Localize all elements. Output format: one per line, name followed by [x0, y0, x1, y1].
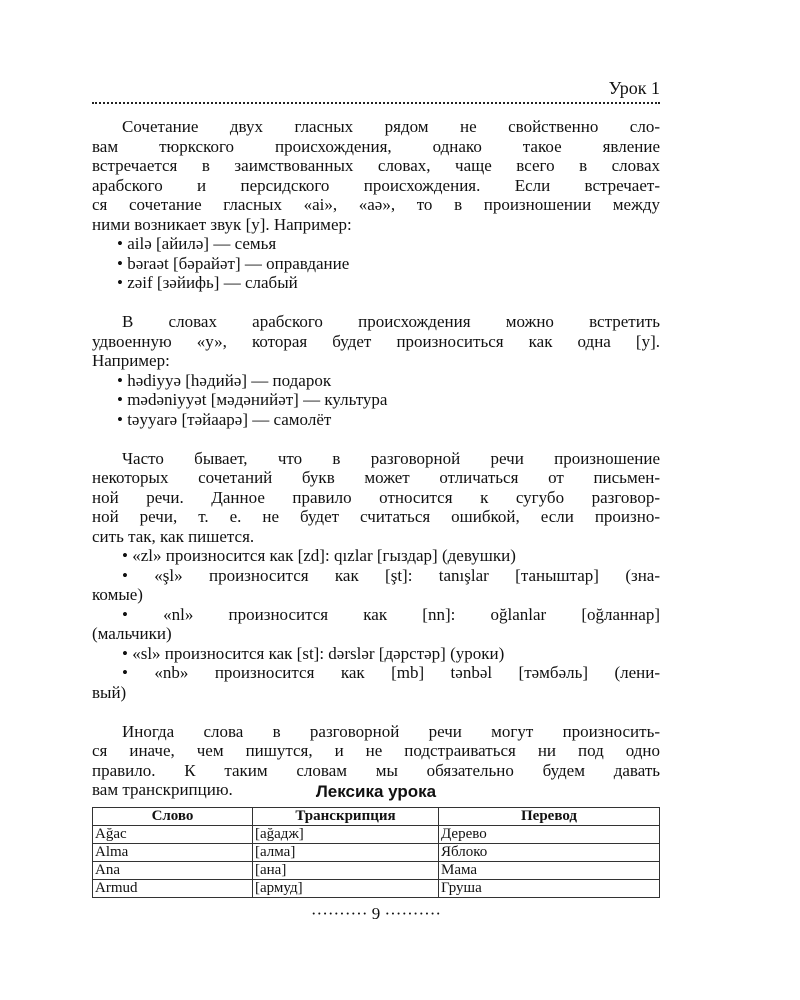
- text-line: правило. К таким словам мы обязательно будем давать: [92, 760, 660, 780]
- table-header-row: [93, 808, 660, 826]
- paragraph-gap: [92, 702, 660, 722]
- cell-transcription: [алма]: [253, 844, 439, 862]
- text-line: ной речи. Данное правило относится к сугубо разговор-: [92, 487, 660, 507]
- table-row: [93, 880, 660, 898]
- rule-item-line: • «sl» произносится как [st]: dərslər [дəрстəр] (уроки): [122, 643, 505, 663]
- paragraph-gap: [92, 293, 660, 313]
- bullet-item: • ailə [айилə] — семья: [117, 234, 277, 253]
- rule-item-line: • «nl» произносится как [nn]: oğlanlar [oğланнар]: [122, 604, 660, 624]
- table-row: [93, 862, 660, 880]
- bullet-item: • bəraət [бəрайəт] — оправдание: [117, 253, 350, 273]
- rule-item-line: • «nb» произносится как [mb] tənbəl [тəмбəль] (лени-: [122, 663, 660, 682]
- rule-item-line: • «şl» произносится как [şt]: tanışlar [таныштар] (зна-: [122, 565, 660, 585]
- bullet-item: • mədəniyyət [мəдəнийəт] — культура: [117, 390, 388, 409]
- bullet-item: • təyyarə [тəйаарə] — самолёт: [117, 409, 332, 429]
- col-header-transcription: Транскрипция: [253, 808, 439, 826]
- rule-item-line: комые): [92, 585, 143, 604]
- body-text: [92, 117, 660, 800]
- text-line: ся сочетание гласных «ai», «aə», то в произношении между: [92, 195, 660, 214]
- cell-translation: Дерево: [439, 826, 660, 844]
- bullet-item: • zəif [зəйифь] — слабый: [117, 273, 298, 292]
- text-line: некоторых сочетаний букв может отличаться от письмен-: [92, 468, 660, 487]
- text-line: вам тюркского происхождения, однако такое явление: [92, 136, 660, 156]
- rule-item-line: вый): [92, 682, 127, 702]
- text-line: ними возникает звук [у]. Например:: [92, 214, 352, 234]
- text-line: вам транскрипцию.: [92, 780, 233, 799]
- text-line: ной речи, т. е. не будет считаться ошибкой, если произно-: [92, 507, 660, 526]
- rule-item-line: • «zl» произносится как [zd]: qızlar [гыздар] (девушки): [122, 546, 516, 565]
- bullet-item: • hədiyyə [həдийə] — подарок: [117, 370, 332, 390]
- col-header-word: Слово: [93, 808, 253, 826]
- header-divider: [92, 102, 660, 104]
- text-line: В словах арабского происхождения можно встретить: [122, 312, 660, 331]
- text-line: Сочетание двух гласных рядом не свойственно сло-: [122, 117, 660, 136]
- cell-word: Ana: [93, 862, 253, 880]
- table-row: [93, 844, 660, 862]
- text-line: Иногда слова в разговорной речи могут произносить-: [122, 721, 660, 741]
- text-line: встречается в заимствованных словах, чаще всего в словах: [92, 156, 660, 175]
- cell-word: Armud: [93, 880, 253, 898]
- rule-item-line: (мальчики): [92, 624, 172, 643]
- cell-transcription: [ağадж]: [253, 826, 439, 844]
- vocab-title: Лексика урока: [315, 782, 437, 801]
- cell-transcription: [ана]: [253, 862, 439, 880]
- cell-word: Alma: [93, 844, 253, 862]
- paragraph-gap: [92, 429, 660, 449]
- cell-translation: Мама: [439, 862, 660, 880]
- col-header-translation: Перевод: [439, 808, 660, 826]
- cell-transcription: [армуд]: [253, 880, 439, 898]
- running-header: Урок 1: [608, 78, 660, 98]
- text-line: Часто бывает, что в разговорной речи произношение: [122, 448, 660, 468]
- vocab-table: [92, 807, 660, 898]
- table-row: [93, 826, 660, 844]
- cell-word: Ağac: [93, 826, 253, 844]
- text-line: сить так, как пишется.: [92, 526, 255, 546]
- cell-translation: Груша: [439, 880, 660, 898]
- page-number: ·········· 9 ··········: [310, 904, 442, 923]
- text-line: Например:: [92, 351, 170, 370]
- cell-translation: Яблоко: [439, 844, 660, 862]
- text-line: арабского и персидского происхождения. Если встречает-: [92, 175, 660, 195]
- text-line: удвоенную «у», которая будет произноситься как одна [у].: [92, 331, 660, 351]
- text-line: ся иначе, чем пишутся, и не подстраиваться ни под одно: [92, 741, 660, 760]
